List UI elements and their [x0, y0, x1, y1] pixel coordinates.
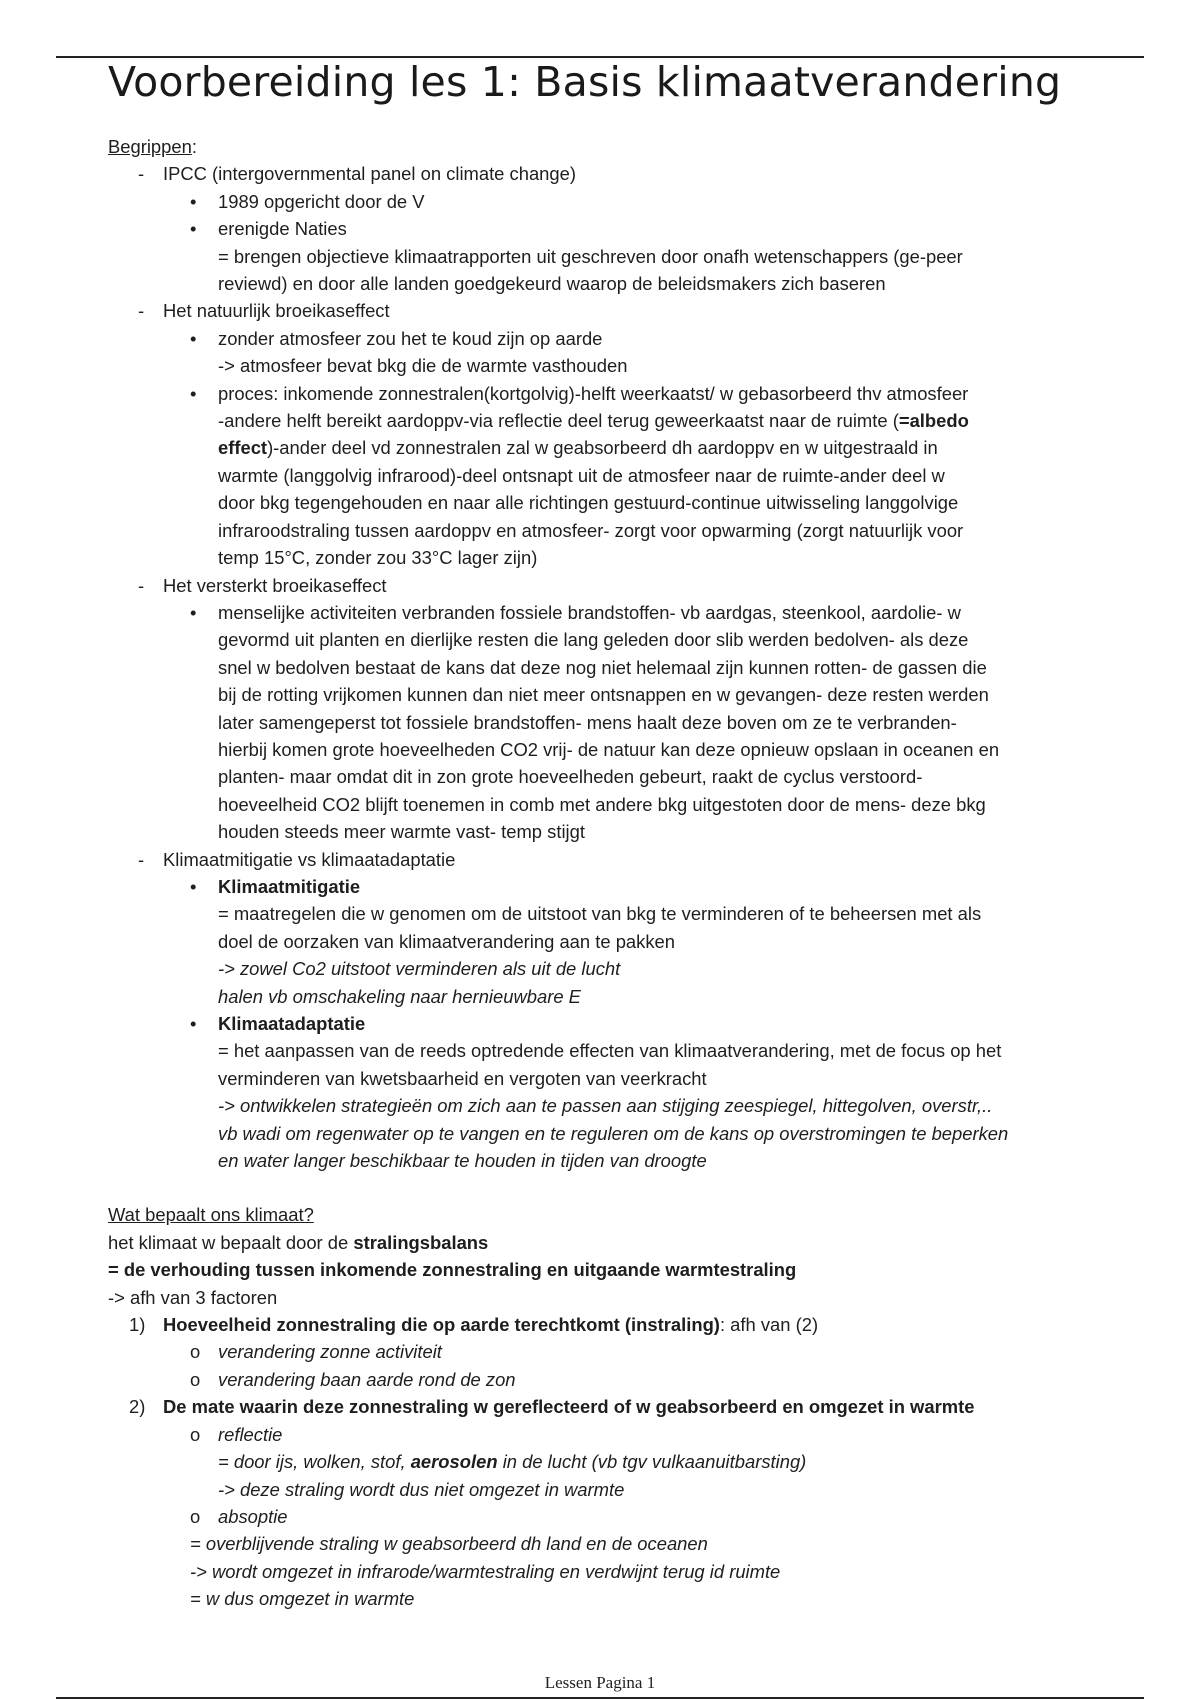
bullet-marker: • [190, 327, 197, 349]
bullet-marker: • [190, 218, 197, 240]
page-title: Voorbereiding les 1: Basis klimaatverandering [108, 58, 1062, 106]
list-item: • Klimaatmitigatie [108, 873, 1108, 900]
klimaat-heading: Wat bepaalt ons klimaat? [108, 1204, 314, 1226]
list-item: - IPCC (intergovernmental panel on climate change) [108, 160, 1108, 187]
list-item: • Klimaatadaptatie [108, 1010, 1108, 1037]
list-item: - Klimaatmitigatie vs klimaatadaptatie [108, 846, 1108, 873]
bullet-marker: • [190, 875, 197, 897]
list-item: o absoptie [108, 1503, 1108, 1530]
begrippen-heading-line: Begrippen: [108, 136, 197, 157]
list-item: - Het natuurlijk broeikaseffect [108, 297, 1108, 324]
dash-marker: - [138, 574, 145, 596]
list-item: • erenigde Naties [108, 215, 1108, 242]
list-item: o reflectie [108, 1421, 1108, 1448]
list-item: o verandering baan aarde rond de zon [108, 1366, 1108, 1393]
circle-marker: o [190, 1423, 201, 1445]
page-footer: Lessen Pagina 1 [544, 1673, 656, 1692]
dash-marker: - [138, 300, 145, 322]
dash-marker: - [138, 163, 145, 185]
begrippen-heading: Begrippen [108, 136, 192, 157]
circle-marker: o [190, 1341, 201, 1363]
number-marker: 2) [129, 1396, 146, 1418]
bottom-rule [56, 1697, 1144, 1699]
list-item: • proces: inkomende zonnestralen(kortgolvig)-helft weerkaatst/ w gebasorbeerd thv atmosfeer [108, 380, 1108, 407]
dash-marker: - [138, 848, 145, 870]
note-body: Begrippen: - IPCC (intergovernmental panel on climate change) • 1989 opgericht door de V • erenigde Naties = brengen objectieve klimaatrapporten uit geschreven door onafh wetenschappers (ge-peer reviewd) en door alle landen goedgekeurd waarop de beleidsmakers zich baseren - Het natuurlijk broeikaseffect • zonder atmosfeer zou het te koud zijn op aarde -> atmosfeer bevat bkg die de warmte vasthouden • proces: inkomende zonnestralen(kortgolvig)-helft weerkaatst/ w gebasorbeerd thv atmosfeer -andere helft bereikt aardoppv-via reflectie deel terug geweerkaatst naar de ruimte (=albedo effect)-ander deel vd zonnestralen zal w geabsorbeerd dh aardoppv en w uitgestraald in warmte (langgolvig infrarood)-deel ontsnapt uit de atmosfeer naar de ruimte-ander deel w door bkg tegengehouden en naar alle richtingen gestuurd-continue uitwisseling langgolvige infraroodstraling tussen aardoppv en atmosfeer- zorgt voor opwarming (zorgt natuurlijk voor temp 15°C, zonder zou 33°C lager zijn) - Het versterkt broeikaseffect • menselijke activiteiten verbranden fossiele brandstoffen- vb aardgas, steenkool, aardolie- w gevormd uit planten en dierlijke resten die lang geleden door slib werden bedolven- als deze snel w bedolven bestaat de kans dat deze nog niet helemaal zijn kunnen rotten- de gassen die bij de rotting vrijkomen kunnen dan niet meer ontsnappen en w gevangen- deze resten werden later samengeperst tot fossiele brandstoffen- mens haalt deze boven om ze te verbranden- hierbij komen grote hoeveelheden CO2 vrij- de natuur kan deze opnieuw opslaan in oceanen en planten- maar omdat dit in zon grote hoeveelheden gebeurt, raakt de cyclus verstoord- hoeveelheid CO2 blijft toenemen in comb met andere bkg uitgestoten door de mens- deze bkg houden steeds meer warmte vast- temp stijgt - Klimaatmitigatie vs klimaatadaptatie • Klimaatmitigatie = maatregelen die w genomen om de uitstoot van bkg te verminderen of te beheersen met als doel de oorzaken van klimaatverandering aan te pakken -> zowel Co2 uitstoot verminderen als uit de lucht halen vb omschakeling naar hernieuwbare E • Klimaatadaptatie = het aanpassen van de reeds optredende effecten van klimaatverandering, met de focus op het verminderen van kwetsbaarheid en vergoten van veerkracht -> ontwikkelen strategieën om zich aan te passen aan stijging zeespiegel, hittegolven, overstr,.. vb wadi om regenwater op te vangen en te reguleren om de kans op overstromingen te beperken en water langer beschikbaar te houden in tijden van droogte Wat bepaalt ons klimaat? het klimaat w bepaalt door de stralingsbalans = de verhouding tussen inkomende zonnestraling en uitgaande warmtestraling -> afh van 3 factoren 1) Hoeveelheid zonnestraling die op aarde terechtkomt (instraling): afh van (2) o verandering zonne activiteit o verandering baan aarde rond de zon 2) De mate waarin deze zonnestraling w gereflecteerd of w geabsorbeerd en omgezet in warmte o reflectie = door ijs, wolken, stof, aerosolen in de lucht (vb tgv vulkaanuitbarsting) -> deze straling wordt dus niet omgezet in warmte o absoptie = overblijvende straling w geabsorbeerd dh land en de oceanen -> wordt omgezet in infrarode/warmtestraling en verdwijnt terug id ruimte = w dus omgezet in warmte [108, 133, 1108, 1613]
list-item: • zonder atmosfeer zou het te koud zijn op aarde [108, 325, 1108, 352]
list-item: - Het versterkt broeikaseffect [108, 572, 1108, 599]
bullet-marker: • [190, 601, 197, 623]
list-item: • menselijke activiteiten verbranden fossiele brandstoffen- vb aardgas, steenkool, aardolie- w [108, 599, 1108, 626]
circle-marker: o [190, 1368, 201, 1390]
number-marker: 1) [129, 1314, 146, 1336]
bullet-marker: • [190, 190, 197, 212]
bullet-marker: • [190, 382, 197, 404]
list-item: 1) Hoeveelheid zonnestraling die op aarde terechtkomt (instraling): afh van (2) [108, 1311, 1108, 1338]
list-item: o verandering zonne activiteit [108, 1338, 1108, 1365]
bullet-marker: • [190, 1013, 197, 1034]
list-item: 2) De mate waarin deze zonnestraling w gereflecteerd of w geabsorbeerd en omgezet in warmte [108, 1393, 1108, 1420]
list-item: • 1989 opgericht door de V [108, 188, 1108, 215]
circle-marker: o [190, 1505, 201, 1527]
